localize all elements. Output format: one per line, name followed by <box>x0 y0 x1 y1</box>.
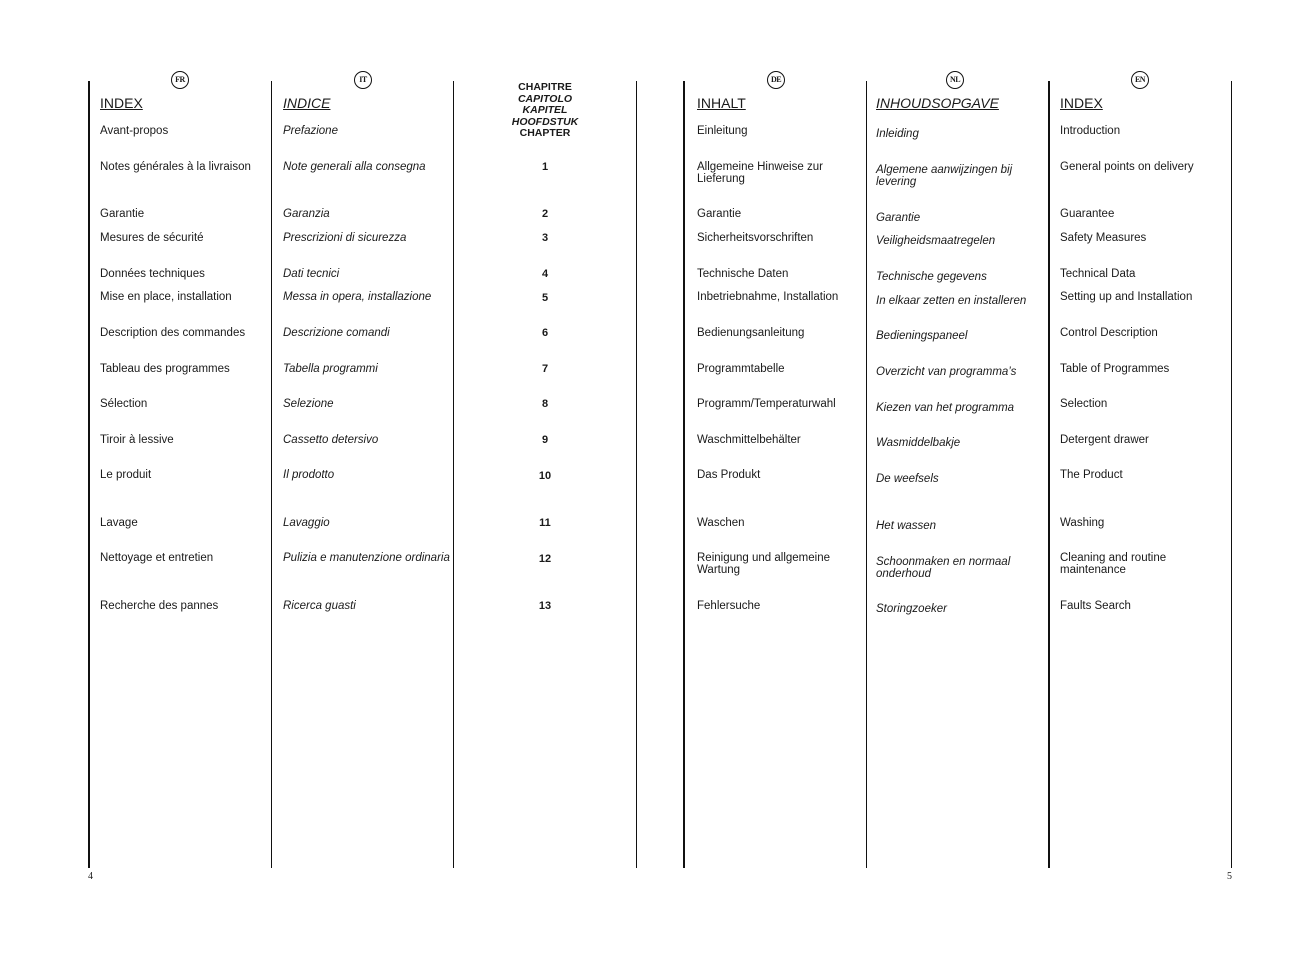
chapter-number: 3 <box>541 232 549 244</box>
column-rule <box>88 81 90 868</box>
column-rule <box>453 81 454 868</box>
index-title-fr: INDEX <box>100 95 143 111</box>
chapter-number: 13 <box>538 600 552 612</box>
index-entry-en: Setting up and Installation <box>1060 291 1193 303</box>
chapter-number: 8 <box>541 398 549 410</box>
index-entry-fr: Description des commandes <box>100 327 246 339</box>
index-entry-de: Reinigung und allgemeine Wartung <box>697 552 830 576</box>
index-entry-en: Faults Search <box>1060 600 1131 612</box>
index-entry-fr: Avant-propos <box>100 125 169 137</box>
index-entry-fr: Nettoyage et entretien <box>100 552 214 564</box>
index-entry-nl: Veiligheidsmaatregelen <box>876 235 996 247</box>
index-entry-de: Fehlersuche <box>697 600 761 612</box>
index-entry-fr: Recherche des pannes <box>100 600 219 612</box>
language-badge-fr: FR <box>171 71 189 89</box>
index-entry-it: Ricerca guasti <box>283 600 356 612</box>
column-rule <box>1231 81 1232 868</box>
index-entry-en: Guarantee <box>1060 208 1115 220</box>
index-entry-en: Washing <box>1060 517 1105 529</box>
index-entry-de: Sicherheitsvorschriften <box>697 232 814 244</box>
chapter-header-nl: HOOFDSTUK <box>511 115 579 128</box>
column-rule <box>683 81 685 868</box>
index-entry-en: General points on delivery <box>1060 161 1194 173</box>
index-entry-en: Safety Measures <box>1060 232 1147 244</box>
index-entry-en: Technical Data <box>1060 268 1136 280</box>
index-entry-nl: In elkaar zetten en installeren <box>876 295 1027 307</box>
page-number-left: 4 <box>88 871 93 882</box>
index-entry-fr: Mesures de sécurité <box>100 232 204 244</box>
index-entry-fr: Mise en place, installation <box>100 291 232 303</box>
chapter-header-de: KAPITEL <box>522 104 568 116</box>
index-entry-nl: Storingzoeker <box>876 603 947 615</box>
index-entry-de: Bedienungsanleitung <box>697 327 805 339</box>
index-entry-it: Garanzia <box>283 208 330 220</box>
index-title-it: INDICE <box>283 95 331 111</box>
index-entry-en: Introduction <box>1060 125 1121 137</box>
index-entry-en: Selection <box>1060 398 1108 410</box>
index-entry-de: Technische Daten <box>697 268 789 280</box>
index-entry-it: Messa in opera, installazione <box>283 291 432 303</box>
index-entry-de: Einleitung <box>697 125 748 137</box>
column-rule <box>1048 81 1050 868</box>
index-entry-fr: Notes générales à la livraison <box>100 161 251 173</box>
index-entry-nl: Garantie <box>876 212 921 224</box>
index-entry-fr: Tableau des programmes <box>100 363 230 375</box>
index-entry-fr: Sélection <box>100 398 148 410</box>
index-entry-it: Il prodotto <box>283 469 335 481</box>
index-entry-nl: Wasmiddelbakje <box>876 437 961 449</box>
index-entry-de: Allgemeine Hinweise zur Lieferung <box>697 161 823 185</box>
index-entry-nl: Algemene aanwijzingen bij levering <box>876 164 1013 188</box>
index-entry-en: Cleaning and routine maintenance <box>1060 552 1167 576</box>
page-number-right: 5 <box>1227 871 1232 882</box>
index-title-en: INDEX <box>1060 95 1103 111</box>
index-entry-fr: Le produit <box>100 469 152 481</box>
language-badge-de: DE <box>767 71 785 89</box>
chapter-header-fr: CHAPITRE <box>518 81 572 93</box>
index-entry-it: Tabella programmi <box>283 363 378 375</box>
index-entry-it: Prescrizioni di sicurezza <box>283 232 407 244</box>
index-entry-de: Inbetriebnahme, Installation <box>697 291 839 303</box>
chapter-number: 5 <box>541 292 549 304</box>
chapter-number: 6 <box>541 327 549 339</box>
index-entry-de: Waschen <box>697 517 745 529</box>
chapter-header-en: CHAPTER <box>519 127 571 139</box>
index-entry-fr: Données techniques <box>100 268 205 280</box>
index-entry-de: Waschmittelbehälter <box>697 434 801 446</box>
index-title-nl: INHOUDSOPGAVE <box>876 95 999 111</box>
language-badge-nl: NL <box>946 71 964 89</box>
column-rule <box>636 81 637 868</box>
index-entry-it: Cassetto detersivo <box>283 434 379 446</box>
index-entry-fr: Tiroir à lessive <box>100 434 174 446</box>
chapter-number: 1 <box>541 161 549 173</box>
index-entry-de: Garantie <box>697 208 742 220</box>
index-entry-de: Programmtabelle <box>697 363 785 375</box>
index-entry-en: The Product <box>1060 469 1123 481</box>
chapter-number: 4 <box>541 268 549 280</box>
index-entry-nl: Overzicht van programma’s <box>876 366 1017 378</box>
index-entry-de: Das Produkt <box>697 469 761 481</box>
index-entry-en: Detergent drawer <box>1060 434 1149 446</box>
language-badge-en: EN <box>1131 71 1149 89</box>
index-entry-nl: Technische gegevens <box>876 271 987 283</box>
index-entry-fr: Garantie <box>100 208 145 220</box>
index-entry-it: Pulizia e manutenzione ordinaria <box>283 552 450 564</box>
chapter-number: 11 <box>539 517 551 529</box>
index-entry-nl: Kiezen van het programma <box>876 402 1015 414</box>
index-entry-nl: Schoonmaken en normaal onderhoud <box>876 556 1011 580</box>
column-rule <box>271 81 272 868</box>
index-entry-de: Programm/Temperaturwahl <box>697 398 836 410</box>
index-title-de: INHALT <box>697 95 746 111</box>
chapter-number: 12 <box>538 553 552 565</box>
index-entry-it: Lavaggio <box>283 517 330 529</box>
index-entry-en: Control Description <box>1060 327 1158 339</box>
index-entry-it: Note generali alla consegna <box>283 161 426 173</box>
chapter-header <box>490 82 600 140</box>
index-entry-nl: Bedieningspaneel <box>876 330 968 342</box>
index-entry-it: Dati tecnici <box>283 268 340 280</box>
chapter-header-it: CAPITOLO <box>517 92 573 105</box>
chapter-number: 7 <box>541 363 549 375</box>
chapter-number: 2 <box>541 208 549 220</box>
index-entry-nl: Inleiding <box>876 128 919 140</box>
chapter-number: 10 <box>538 470 552 482</box>
index-entry-fr: Lavage <box>100 517 138 529</box>
index-entry-it: Selezione <box>283 398 334 410</box>
language-badge-it: IT <box>354 71 372 89</box>
index-entry-nl: De weefsels <box>876 473 939 485</box>
index-entry-it: Prefazione <box>283 125 338 137</box>
index-entry-nl: Het wassen <box>876 520 937 532</box>
index-entry-en: Table of Programmes <box>1060 363 1170 375</box>
chapter-number: 9 <box>541 434 549 446</box>
index-entry-it: Descrizione comandi <box>283 327 390 339</box>
